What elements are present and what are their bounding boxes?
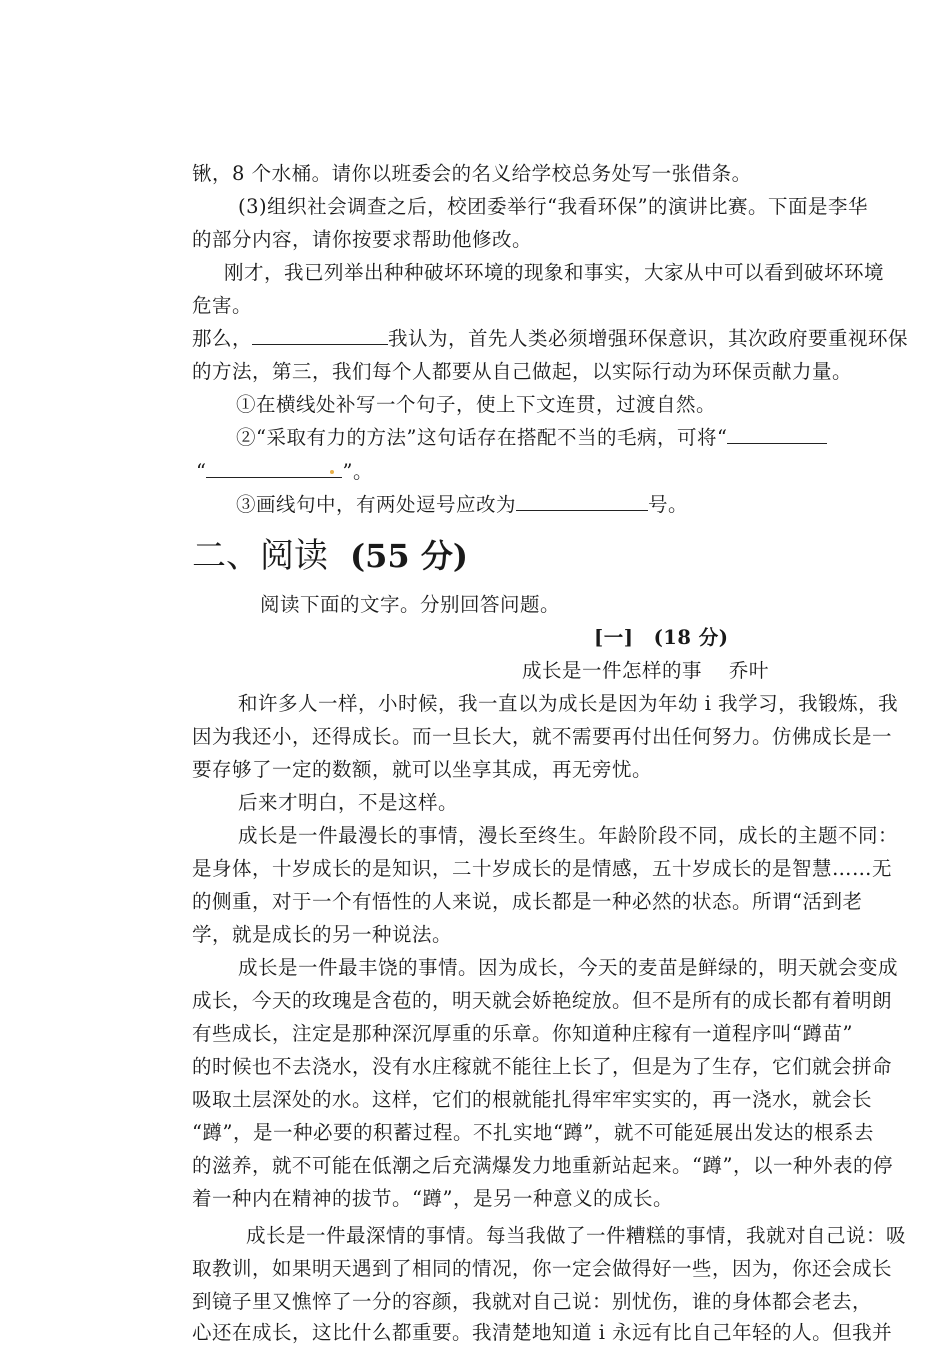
text-line: 的部分内容，请你按要求帮助他修改。 — [192, 228, 533, 251]
text-line — [236, 423, 827, 453]
text-line — [192, 324, 908, 354]
text-line: 危害。 — [192, 294, 253, 317]
paragraph-line: 因为我还小，还得成长。而一旦长大，就不需要再付出任何努力。仿佛成长是一 — [192, 725, 893, 748]
text-line — [236, 490, 688, 520]
paragraph-line: 成长是一件最深情的事情。每当我做了一件糟糕的事情，我就对自己说：吸 — [246, 1224, 907, 1247]
text-segment: ③画线句中，有两处逗号应改为 — [236, 493, 517, 516]
section-heading — [192, 533, 468, 579]
section-title: 二、阅读 — [192, 536, 328, 576]
paragraph-line: 到镜子里又憔悴了一分的容颜，我就对自己说：别忧伤，谁的身体都会老去， — [192, 1290, 873, 1313]
paragraph-line: 是身体，十岁成长的是知识，二十岁成长的是情感，五十岁成长的是智慧……无 — [192, 857, 893, 880]
text-segment: 号。 — [648, 493, 689, 516]
paragraph-line: 后来才明白，不是这样。 — [238, 791, 459, 814]
text-segment: ”。 — [342, 460, 373, 483]
text-line: ①在横线处补写一个句子，使上下文连贯，过渡自然。 — [236, 393, 717, 416]
paragraph-line: 着一种内在精神的拔节。“蹲”，是另一种意义的成长。 — [192, 1187, 673, 1210]
paragraph-line: 心还在成长，这比什么都重要。我清楚地知道 i 永远有比自己年轻的人。但我并 — [192, 1321, 893, 1344]
paragraph-line: “蹲”，是一种必要的积蓄过程。不扎实地“蹲”，就不可能延展出发达的根系去 — [192, 1121, 874, 1144]
section-score: (55 分) — [350, 537, 468, 575]
paragraph-line: 成长是一件最丰饶的事情。因为成长，今天的麦苗是鲜绿的，明天就会变成 — [238, 956, 899, 979]
text-segment: ②“采取有力的方法”这句话存在搭配不当的毛病，可将“ — [236, 426, 728, 449]
paragraph-line: 成长是一件最漫长的事情，漫长至终生。年龄阶段不同，成长的主题不同： — [238, 824, 899, 847]
paragraph-line: 的侧重，对于一个有悟性的人来说，成长都是一种必然的状态。所谓“活到老 — [192, 890, 863, 913]
fill-in-blank[interactable] — [206, 457, 342, 478]
article-heading — [522, 656, 769, 686]
part-score: (18 分) — [653, 626, 729, 649]
text-line: 刚才，我已列举出种种破坏环境的现象和事实，大家从中可以看到破坏环境 — [224, 261, 885, 284]
paragraph-line: 成长，今天的玫瑰是含苞的，明天就会娇艳绽放。但不是所有的成长都有着明朗 — [192, 989, 893, 1012]
reading-instruction: 阅读下面的文字。分别回答问题。 — [260, 593, 561, 616]
ink-dot — [330, 470, 334, 474]
paragraph-line: 学，就是成长的另一种说法。 — [192, 923, 453, 946]
text-line: 锹，8 个水桶。请你以班委会的名义给学校总务处写一张借条。 — [192, 162, 752, 185]
paragraph-line: 有些成长，注定是那种深沉厚重的乐章。你知道种庄稼有一道程序叫“蹲苗” — [192, 1022, 853, 1045]
article-author: 乔叶 — [728, 659, 769, 682]
part-label: [一] — [594, 626, 634, 649]
text-segment: “ — [196, 460, 207, 483]
paragraph-line: 取教训，如果明天遇到了相同的情况，你一定会做得好一些，因为，你还会成长 — [192, 1257, 893, 1280]
text-segment: 那么， — [192, 327, 253, 350]
paragraph-line: 吸取土层深处的水。这样，它们的根就能扎得牢牢实实的，再一浇水，就会长 — [192, 1088, 873, 1111]
article-title: 成长是一件怎样的事 — [522, 659, 703, 682]
fill-in-blank[interactable] — [252, 324, 388, 345]
fill-in-blank[interactable] — [516, 490, 648, 511]
part-heading — [594, 623, 728, 653]
paragraph-line: 的时候也不去浇水，没有水庄稼就不能往上长了，但是为了生存，它们就会拼命 — [192, 1055, 893, 1078]
paragraph-line: 要存够了一定的数额，就可以坐享其成，再无旁忧。 — [192, 758, 653, 781]
paragraph-line: 和许多人一样，小时候，我一直以为成长是因为年幼 i 我学习，我锻炼，我 — [238, 692, 899, 715]
text-line — [196, 457, 373, 487]
text-line: (3)组织社会调查之后，校团委举行“我看环保”的演讲比赛。下面是李华 — [238, 195, 869, 218]
fill-in-blank[interactable] — [727, 423, 827, 444]
text-segment: 我认为，首先人类必须增强环保意识，其次政府要重视环保 — [388, 327, 909, 350]
paragraph-line: 的滋养，就不可能在低潮之后充满爆发力地重新站起来。“蹲”，以一种外表的停 — [192, 1154, 893, 1177]
text-line: 的方法，第三，我们每个人都要从自己做起，以实际行动为环保贡献力量。 — [192, 360, 853, 383]
